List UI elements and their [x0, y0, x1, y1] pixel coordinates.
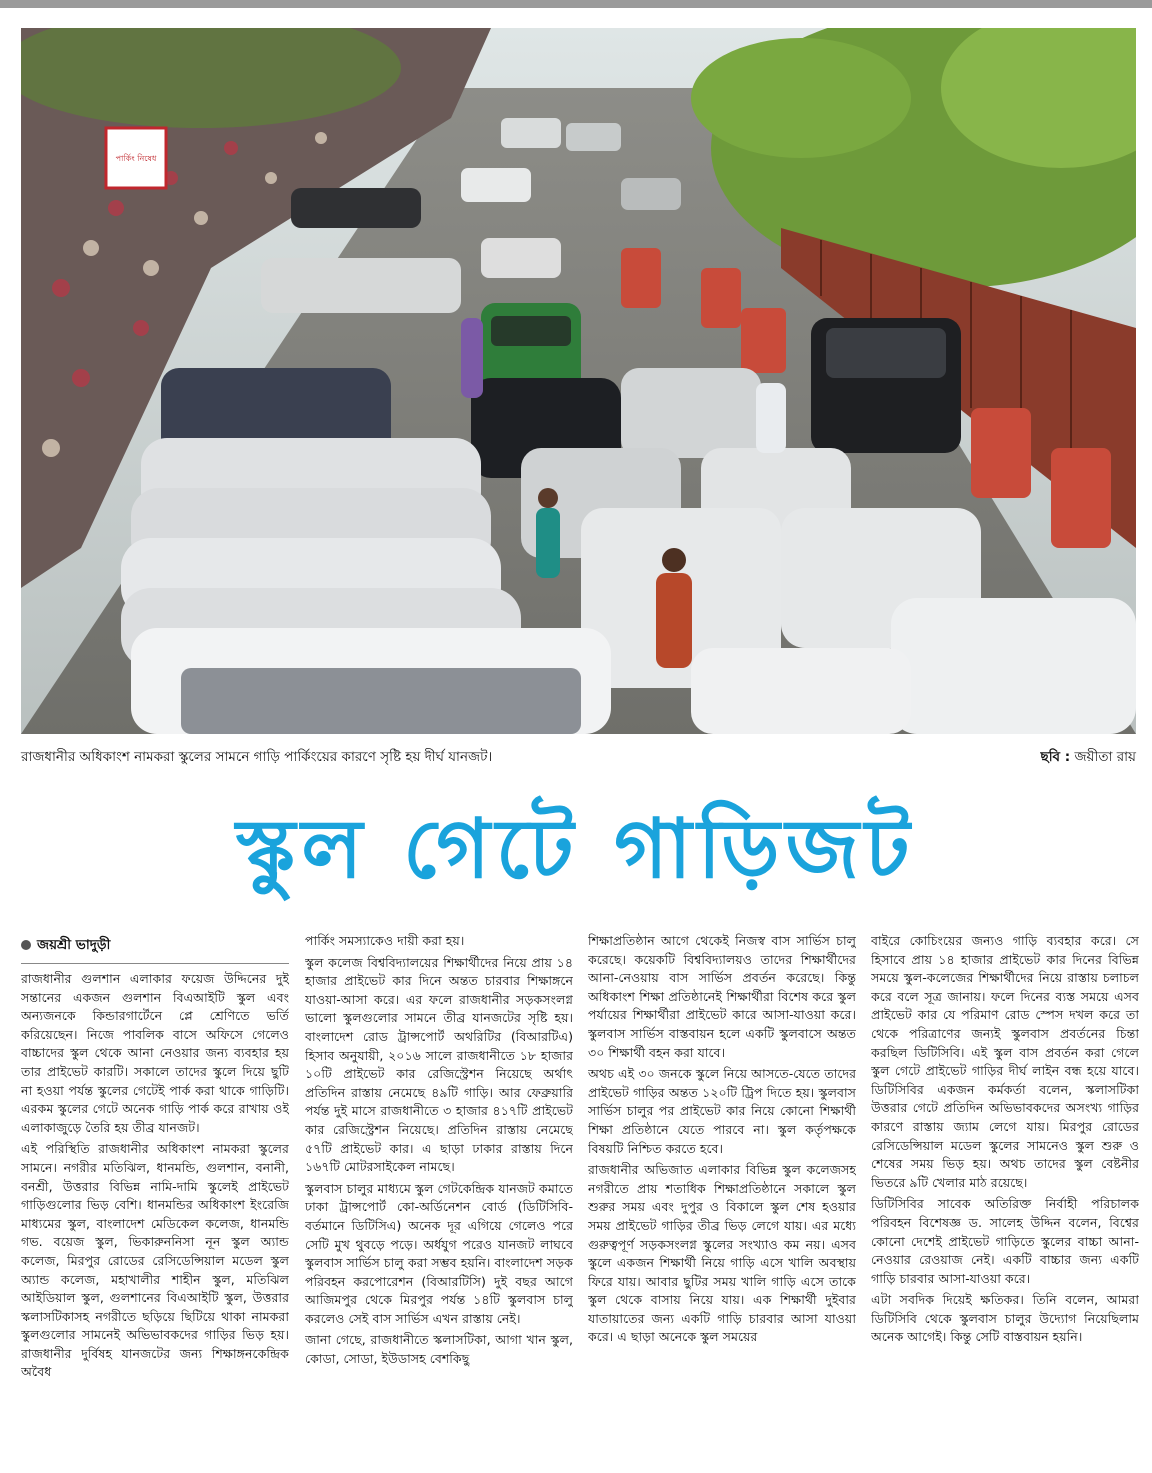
paragraph: এটা সবদিক দিয়েই ক্ষতিকর। তিনি বলেন, আমরা ডিটিসিবি থেকে স্কুলবাস চালুর উদ্যোগ নিয়েছিলাম অনেক আগেই। কিন্তু সেটি বাস্তবায়ন হয়নি। [871, 1292, 1139, 1345]
credit-name: জয়ীতা রায় [1074, 749, 1136, 765]
paragraph: বাইরে কোচিংয়ের জন্যও গাড়ি ব্যবহার করে। সে হিসাবে প্রায় ১৪ হাজার প্রাইভেট কার দিনের বিভিন্ন সময়ে স্কুল-কলেজের শিক্ষার্থীদের নিয়ে রাস্তায় চলাচল করে বলে সূত্র জানায়। ফলে দিনের ব্যস্ত সময়ে এসব প্রাইভেট কার যে পরিমাণ রোড স্পেস দখল করে তা থেকে পরিত্রাণের জন্যই স্কুলবাস প্রবর্তনের চিন্তা করছিল ডিটিসিবি। এই স্কুল বাস প্রবর্তন করা গেলে স্কুল গেটে প্রাইভেট গাড়ির দীর্ঘ লাইন বন্ধ হয়ে যাবে। ডিটিসিবির একজন কর্মকর্তা বলেন, স্কলাসটিকা উত্তরার গেটে প্রতিদিন অভিভাবকদের অসংখ্য গাড়ির কারণে রাস্তায় জ্যাম লেগে যায়। মিরপুর রোডের রেসিডেন্সিয়াল মডেল স্কুলের সামনেও স্কুল শুরু ও শেষের সময় ভিড় হয়। অথচ তাদের স্কুল বেষ্টনীর ভিতরে ৯টি খেলার মাঠ রয়েছে। [871, 933, 1139, 1190]
article-column-4 [871, 932, 1139, 1462]
photo-caption: রাজধানীর অধিকাংশ নামকরা স্কুলের সামনে গাড়ি পার্কিংয়ের কারণে সৃষ্টি হয় দীর্ঘ যানজট। [21, 749, 493, 765]
top-rule [0, 0, 1152, 8]
photo-caption-row [21, 746, 1136, 768]
paragraph: পার্কিং সমস্যাকেও দায়ী করা হয়। [305, 933, 465, 948]
article-column-1 [21, 935, 289, 1465]
credit-label: ছবি : [1040, 749, 1071, 765]
sign-text: পার্কিং নিষেধ [115, 154, 157, 163]
byline-name: জয়শ্রী ভাদুড়ী [37, 937, 111, 953]
photo-credit [1041, 746, 1136, 768]
paragraph: রাজধানীর অভিজাত এলাকার বিভিন্ন স্কুল কলেজসহ নগরীতে প্রায় শতাধিক শিক্ষাপ্রতিষ্ঠানে সকালে স্কুল শুরুর সময় এবং দুপুর ও বিকালে স্কুল শেষ হওয়ার সময় প্রাইভেট গাড়ির তীব্র ভিড় লেগে যায়। এর মধ্যে গুরুত্বপূর্ণ সড়কসংলগ্ন স্কুলের সংখ্যাও কম নয়। এসব স্কুলে একজন শিক্ষার্থী নিয়ে গাড়ি এসে খালি অবস্থায় ফিরে যায়। আবার ছুটির সময় খালি গাড়ি এসে তাকে স্কুল থেকে বাসায় নিয়ে যায়। এক শিক্ষার্থী দুইবার যাতায়াতের জন্য একটি গাড়ি চারবার আসা যাওয়া করে। এ ছাড়া অনেকে স্কুল সময়ের [588, 1162, 856, 1345]
paragraph: জানা গেছে, রাজধানীতে স্কলাসটিকা, আগা খান স্কুল, কোডা, সোডা, ইউডাসহ বেশকিছু [305, 1332, 573, 1367]
article-column-3 [588, 932, 856, 1462]
byline-bullet-icon [21, 940, 31, 950]
byline [21, 935, 289, 964]
news-photo [21, 28, 1136, 734]
paragraph: ডিটিসিবির সাবেক অতিরিক্ত নির্বাহী পরিচালক পরিবহন বিশেষজ্ঞ ড. সালেহ উদ্দিন বলেন, বিশ্বের কোনো দেশেই প্রাইভেট গাড়িতে স্কুলের বাচ্চা আনা-নেওয়ার রেওয়াজ নেই। একটি বাচ্চার জন্য একটি গাড়ি চারবার আসা-যাওয়া করে। [871, 1196, 1139, 1286]
paragraph: স্কুলবাস চালুর মাধ্যমে স্কুল গেটকেন্দ্রিক যানজট কমাতে ঢাকা ট্রান্সপোর্ট কো-অর্ডিনেশন বোর্ড (ডিটিসিবি-বর্তমানে ডিটিসিএ) অনেক দূর এগিয়ে গেলেও পরে সেটি মুখ থুবড়ে পড়ে। অর্ধযুগ পরেও যানজট লাঘবে স্কুলবাস সার্ভিস চালু করা সম্ভব হয়নি। বাংলাদেশ সড়ক পরিবহন করপোরেশন (বিআরটিসি) দুই বছর আগে আজিমপুর থেকে মিরপুর পর্যন্ত ১৪টি স্কুলবাস চালু করলেও সেই বাস সার্ভিস এখন রাস্তায় নেই। [305, 1180, 573, 1326]
article-column-2 [305, 932, 573, 1462]
paragraph: রাজধানীর গুলশান এলাকার ফয়েজ উদ্দিনের দুই সন্তানের একজন গুলশান বিএআইটি স্কুল এবং অন্যজনকে কিন্ডারগার্টেনে প্লে শ্রেণিতে ভর্তি করিয়েছেন। নিজে পাবলিক বাসে অফিসে গেলেও বাচ্চাদের স্কুল থেকে আনা নেওয়ার জন্য ব্যবহার হয় তার প্রাইভেট কারটি। সকালে তাদের স্কুলে দিয়ে ছুটি না হওয়া পর্যন্ত স্কুলের গেটেই পার্ক করা থাকে গাড়িটি। এরকম স্কুলের গেটে অনেক গাড়ি পার্ক করে রাখায় ওই এলাকাজুড়ে তৈরি হয় তীব্র যানজট। [21, 971, 289, 1135]
paragraph: স্কুল কলেজ বিশ্ববিদ্যালয়ের শিক্ষার্থীদের নিয়ে প্রায় ১৪ হাজার প্রাইভেট কার দিনে অন্তত চারবার শিক্ষাঙ্গনে যাওয়া-আসা করে। এর ফলে রাজধানীর সড়কসংলগ্ন ভালো স্কুলগুলোর সামনে তীব্র যানজটের সৃষ্টি হয়। বাংলাদেশ রোড ট্রান্সপোর্ট অথরিটির (বিআরটিএ) হিসাব অনুযায়ী, ২০১৬ সালে রাজধানীতে ১৮ হাজার ১০টি প্রাইভেট কার রেজিস্ট্রেশন নিয়েছে অর্থাৎ প্রতিদিন রাস্তায় নেমেছে ৪৯টি গাড়ি। আর ফেব্রুয়ারি পর্যন্ত দুই মাসে রাজধানীতে ৩ হাজার ৪১৭টি প্রাইভেট কার রেজিস্ট্রেশন নিয়েছে। প্রতিদিন রাস্তায় নেমেছে ৫৭টি প্রাইভেট কার। এ ছাড়া ঢাকার রাস্তায় দিনে ১৬৭টি মোটরসাইকেল নামছে। [305, 954, 573, 1175]
headline: স্কুল গেটে গাড়িজট [236, 802, 916, 897]
street-traffic-illustration [21, 28, 1136, 734]
paragraph: এই পরিস্থিতি রাজধানীর অধিকাংশ নামকরা স্কুলের সামনে। নগরীর মতিঝিল, ধানমন্ডি, গুলশান, বনানী, বনশ্রী, উত্তরার বিভিন্ন নামি-দামি স্কুলেই প্রাইভেট গাড়িগুলোর ভিড় বেশি। ধানমন্ডির অধিকাংশ ইংরেজি মাধ্যমের স্কুল, বাংলাদেশ মেডিকেল কলেজ, ধানমন্ডি গভ. বয়েজ স্কুল, ভিকারুননিসা নূন স্কুল অ্যান্ড কলেজ, মিরপুর রোডের রেসিডেন্সিয়াল মডেল স্কুল অ্যান্ড কলেজ, মহাখালীর শাহীন স্কুল, মতিঝিল আইডিয়াল স্কুল, গুলশানের বিএআইটি স্কুল, উত্তরার স্কলাসটিকাসহ নগরীতে ছড়িয়ে ছিটিয়ে থাকা নামকরা স্কুলগুলোর সামনেই অভিভাবকদের গাড়ির ভিড় হয়। রাজধানীর দুর্বিষহ যানজটের জন্য শিক্ষাঙ্গনকেন্দ্রিক অবৈধ [21, 1141, 289, 1380]
paragraph: শিক্ষাপ্রতিষ্ঠান আগে থেকেই নিজস্ব বাস সার্ভিস চালু করেছে। কয়েকটি বিশ্ববিদ্যালয়ও তাদের শিক্ষার্থীদের আনা-নেওয়ায় বাস সার্ভিস প্রবর্তন করেছে। কিন্তু অধিকাংশ শিক্ষা প্রতিষ্ঠানেই শিক্ষার্থীরা বিশেষ করে স্কুল পর্যায়ের শিক্ষার্থীরা প্রাইভেট কারে আসা-যাওয়া করে। স্কুলবাস সার্ভিস বাস্তবায়ন হলে একটি স্কুলবাসে অন্তত ৩০ শিক্ষার্থী বহন করা যাবে। [588, 933, 856, 1060]
paragraph: অথচ এই ৩০ জনকে স্কুলে নিয়ে আসতে-যেতে তাদের প্রাইভেট গাড়ির অন্তত ১২০টি ট্রিপ দিতে হয়। স্কুলবাস সার্ভিস চালুর পর প্রাইভেট কার নিয়ে কোনো শিক্ষার্থী শিক্ষা প্রতিষ্ঠানে যেতে পারবে না। স্কুল কর্তৃপক্ষকে বিষয়টি নিশ্চিত করতে হবে। [588, 1066, 856, 1156]
